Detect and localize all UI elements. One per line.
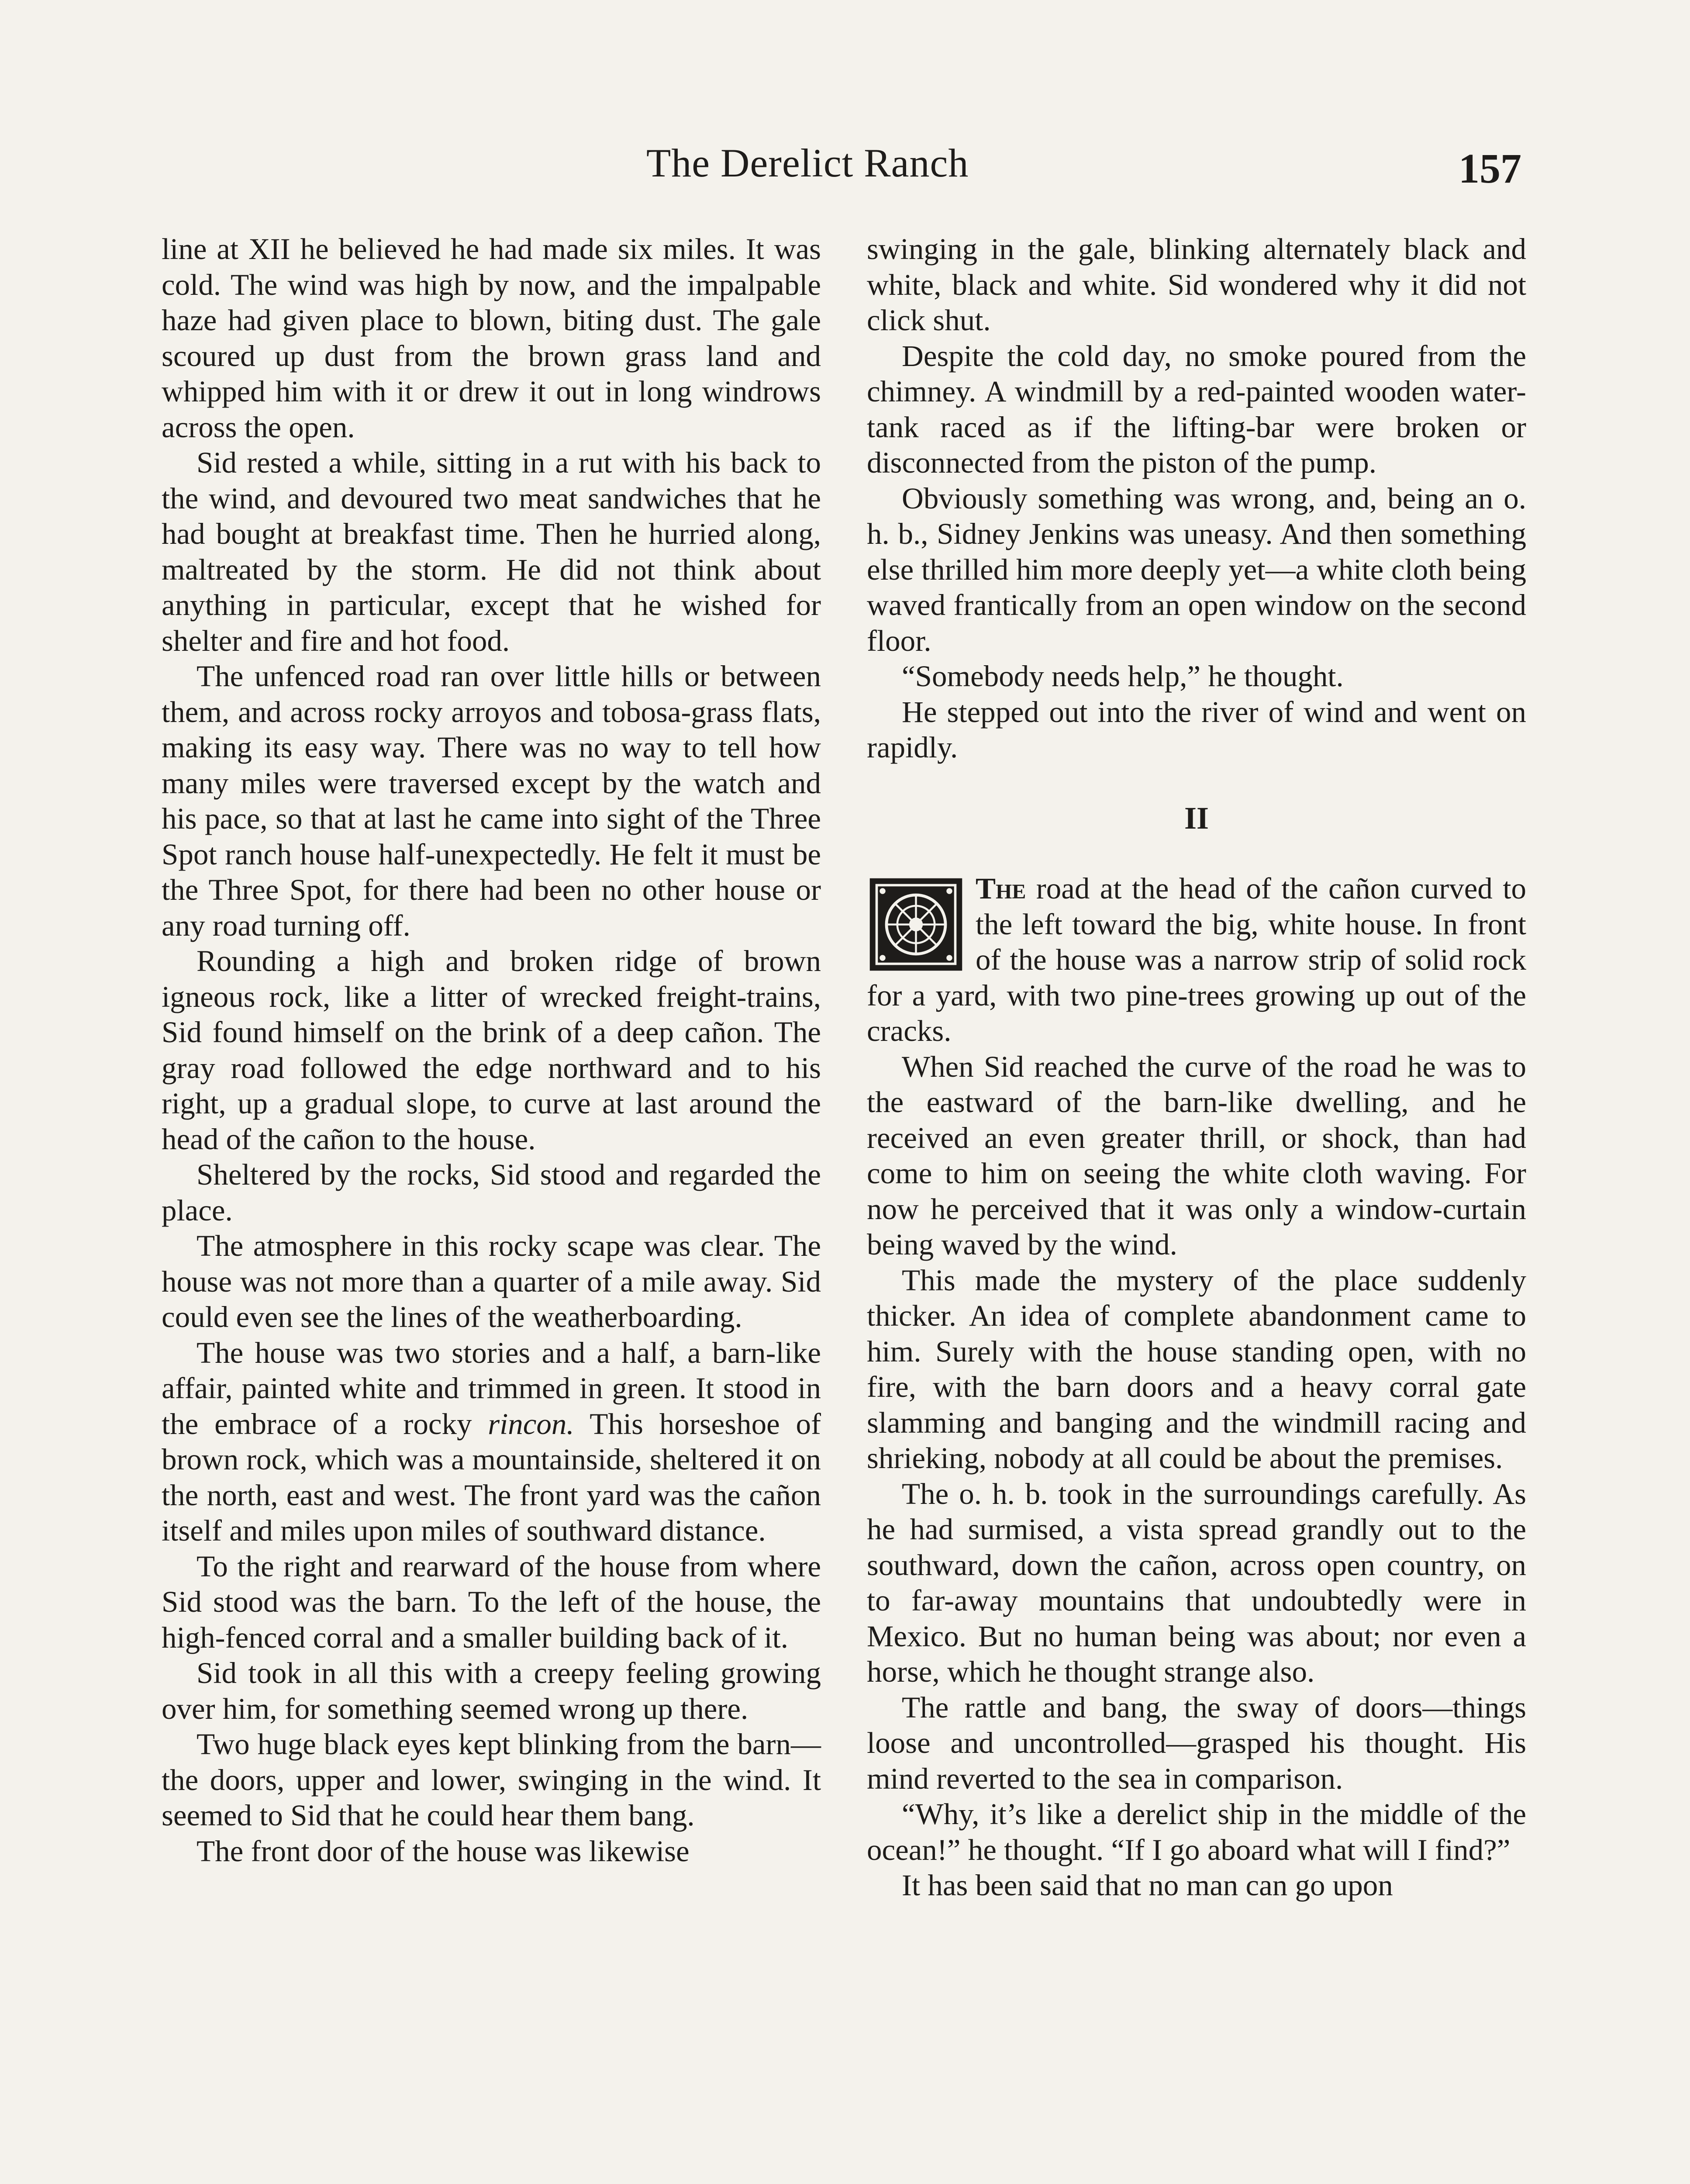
paragraph: Sid rested a while, sitting in a rut with his back to the wind, and devoured two meat sandwiches that he had bought at breakfast time. Then he hurried along, maltreated by the storm. He did not think about anything in particular, except that he wished for shelter and fire and hot food. (162, 446, 821, 657)
page-number: 157 (1459, 145, 1521, 192)
opening-words: The (976, 872, 1026, 905)
paragraph: swinging in the gale, blinking alternately black and white, black and white. Sid wondered why it did not click shut. (867, 232, 1526, 337)
ornamental-dropcap-icon (867, 875, 965, 974)
paragraph: “Why, it’s like a derelict ship in the middle of the ocean!” he thought. “If I go aboard what will I find?” (867, 1797, 1526, 1866)
italic-word: rincon. (488, 1407, 574, 1441)
paragraph: The unfenced road ran over little hills or between them, and across rocky arroyos and tobosa-grass flats, making its easy way. There was no way to tell how many miles were traversed except by the watch and his pace, so that at last he came into sight of the Three Spot ranch house half-unexpectedly. He felt it must be the Three Spot, for there had been no other house or any road turning off. (162, 660, 821, 942)
paragraph: When Sid reached the curve of the road he was to the eastward of the barn-like dwelling, and he received an even greater thrill, or shock, than had come to him on seeing the white cloth waving. For now he perceived that it was only a window-curtain being waved by the wind. (867, 1050, 1526, 1261)
paragraph: The front door of the house was likewise (197, 1834, 690, 1868)
paragraph-rincon (162, 1335, 821, 1549)
paragraph: It has been said that no man can go upon (902, 1869, 1393, 1902)
text-run: This horseshoe of brown rock, which was a mountainside, sheltered it on the north, east and west. The front yard was the cañon itself and miles upon miles of southward distance. (162, 1407, 821, 1547)
paragraph: The rattle and bang, the sway of doors—things loose and uncontrolled—grasped his thought. His mind reverted to the sea in comparison. (867, 1690, 1526, 1795)
paragraph: Despite the cold day, no smoke poured from the chimney. A windmill by a red-painted wooden water-tank raced as if the lifting-bar were broken or disconnected from the piston of the pump. (867, 339, 1526, 479)
paragraph: The atmosphere in this rocky scape was clear. The house was not more than a quarter of a mile away. Sid could even see the lines of the weatherboarding. (162, 1229, 821, 1334)
paragraph: Obviously something was wrong, and, being an o. h. b., Sidney Jenkins was uneasy. And then something else thrilled him more deeply yet—a white cloth being waved frantically from an open window on the second floor. (867, 481, 1526, 657)
right-column (867, 232, 1526, 1904)
section-heading: II (1184, 800, 1209, 836)
paragraph: To the right and rearward of the house from where Sid stood was the barn. To the left of the house, the high-fenced corral and a smaller building back of it. (162, 1549, 821, 1654)
paragraph: He stepped out into the river of wind and went on rapidly. (867, 695, 1526, 764)
text-run: road at the head of the cañon curved to the left toward the big, white house. In front of the house was a narrow strip of solid rock for a yard, with two pine-trees growing up out of the cracks. (867, 872, 1526, 1047)
paragraph: “Somebody needs help,” he thought. (902, 660, 1344, 693)
paragraph: line at XII he believed he had made six miles. It was cold. The wind was high by now, and the impalpable haze had given place to blown, biting dust. The gale scoured up dust from the brown grass land and whipped him with it or drew it out in long windrows across the open. (162, 232, 821, 444)
dropcap-paragraph (867, 871, 1526, 1049)
text-run: The house was two stories and a half, a barn-like affair, painted white and trimmed in green. It stood in the embrace of a rocky (162, 1336, 821, 1441)
paragraph: Two huge black eyes kept blinking from the barn—the doors, upper and lower, swinging in the wind. It seemed to Sid that he could hear them bang. (162, 1728, 821, 1832)
left-column (162, 232, 821, 1869)
paragraph: Sheltered by the rocks, Sid stood and regarded the place. (162, 1158, 821, 1227)
paragraph: The o. h. b. took in the surroundings carefully. As he had surmised, a vista spread grandly out to the southward, down the cañon, across open country, on to far-away mountains that undoubtedly were in Mexico. But no human being was about; nor even a horse, which he thought strange also. (867, 1477, 1526, 1688)
paragraph: Sid took in all this with a creepy feeling growing over him, for something seemed wrong up there. (162, 1656, 821, 1725)
running-head: The Derelict Ranch (646, 141, 969, 185)
paragraph: Rounding a high and broken ridge of brown igneous rock, like a litter of wrecked freight-trains, Sid found himself on the brink of a deep cañon. The gray road followed the edge northward and to his right, up a gradual slope, to curve at last around the head of the cañon to the house. (162, 944, 821, 1156)
paragraph: This made the mystery of the place suddenly thicker. An idea of complete abandonment came to him. Surely with the house standing open, with no fire, with the barn doors and a heavy corral gate slamming and banging and the windmill racing and shrieking, nobody at all could be about the premises. (867, 1263, 1526, 1475)
